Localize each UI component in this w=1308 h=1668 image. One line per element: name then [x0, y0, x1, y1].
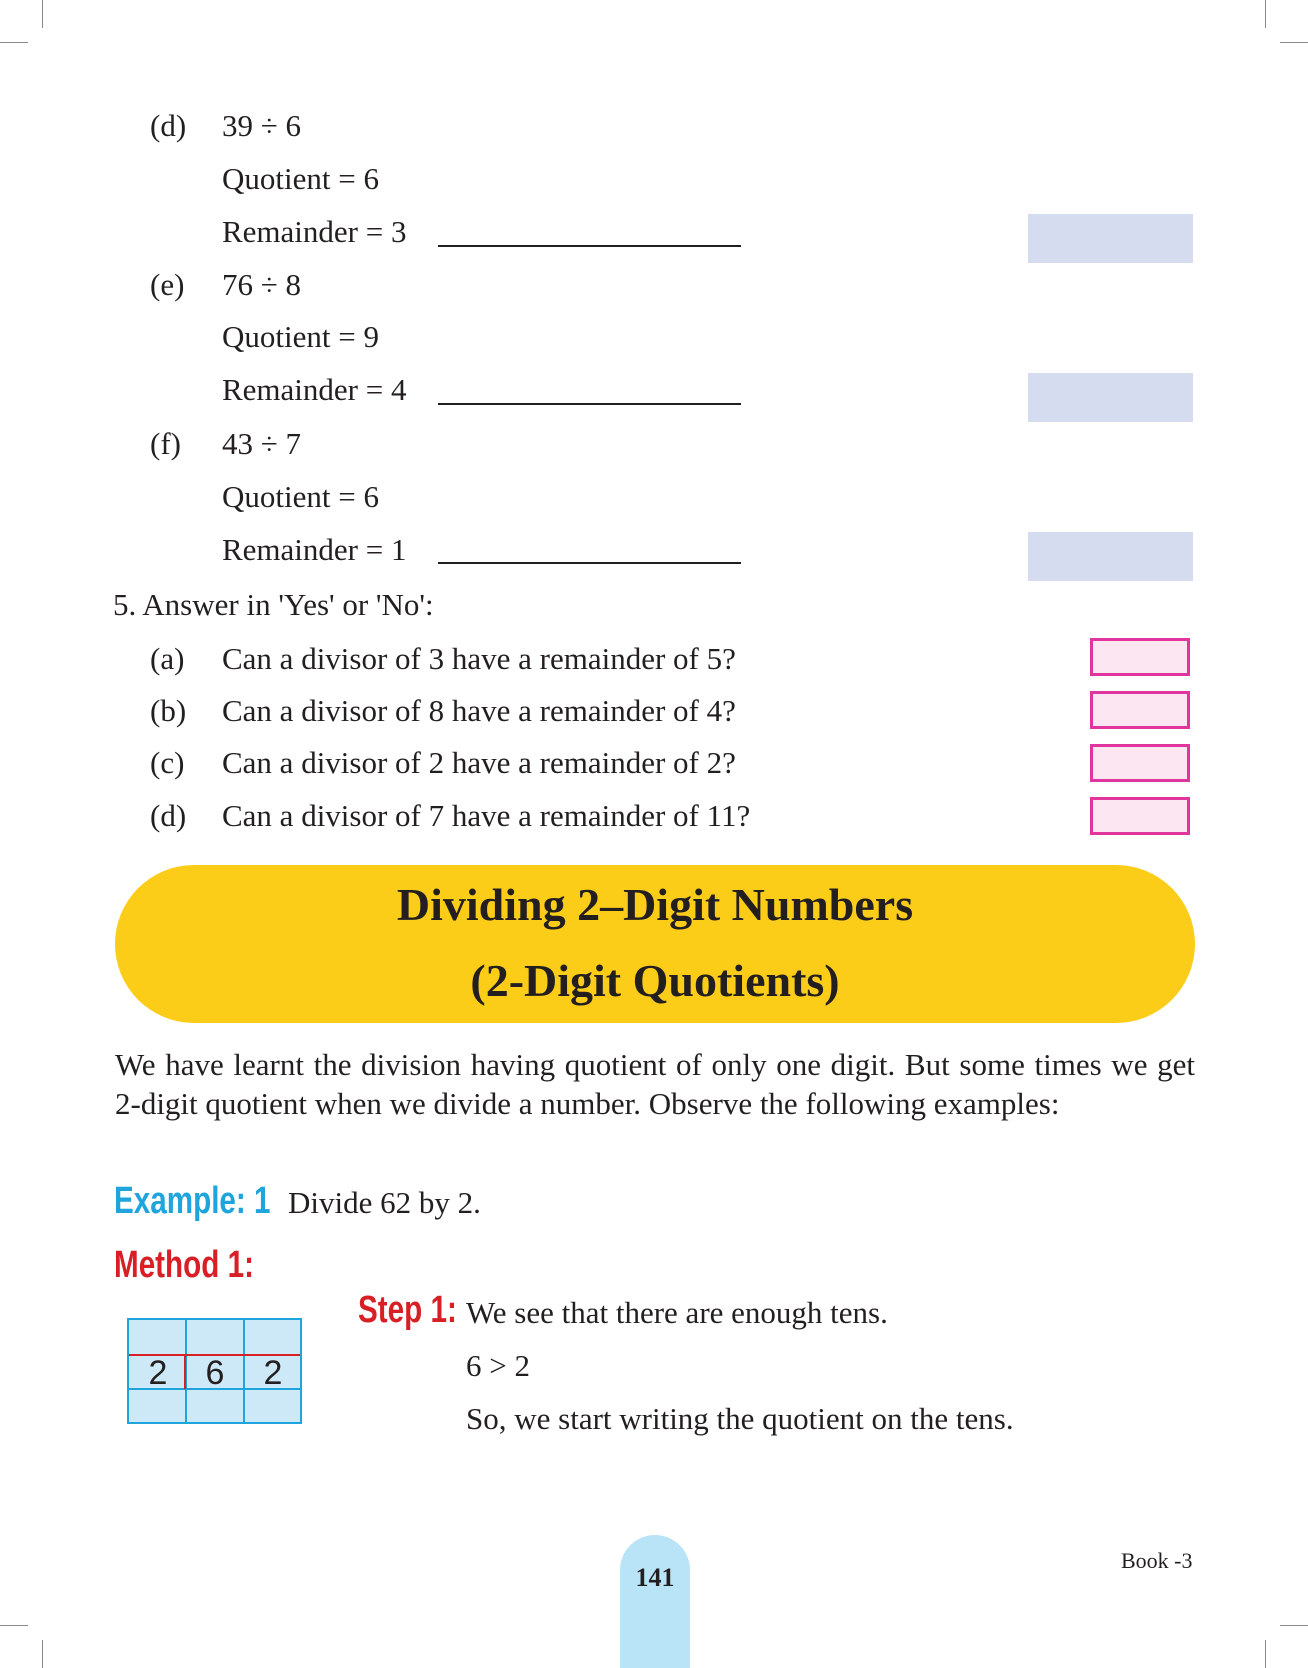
crop-mark: [42, 1640, 43, 1668]
item-label: (c): [150, 745, 185, 780]
crop-mark: [0, 1625, 28, 1626]
yes-no-answer-box[interactable]: [1090, 744, 1190, 782]
banner-title-line1: Dividing 2–Digit Numbers: [396, 879, 914, 930]
step-1-label: Step 1:: [358, 1289, 457, 1331]
division-expression: 76 ÷ 8: [222, 267, 302, 302]
page-number-tab: [620, 1535, 690, 1668]
crop-mark: [42, 0, 43, 28]
divisor-digit: 2: [148, 1354, 168, 1392]
crop-mark: [1265, 1640, 1266, 1668]
step-1-line3: So, we start writing the quotient on the tens.: [466, 1401, 1014, 1436]
answer-line[interactable]: [438, 562, 741, 564]
answer-box[interactable]: [1028, 214, 1193, 263]
item-label: (a): [150, 641, 185, 676]
quotient-text: Quotient = 9: [222, 319, 379, 354]
item-label: (b): [150, 693, 187, 728]
item-label: (e): [150, 267, 185, 302]
question-text: Can a divisor of 8 have a remainder of 4?: [222, 693, 736, 728]
yes-no-answer-box[interactable]: [1090, 797, 1190, 835]
division-grid: [127, 1318, 302, 1424]
division-expression: 43 ÷ 7: [222, 426, 302, 461]
crop-mark: [1280, 42, 1308, 43]
dividend-tens-digit: 6: [205, 1354, 225, 1392]
book-label: Book -3: [1121, 1548, 1193, 1573]
page-number: 141: [635, 1563, 675, 1592]
yes-no-answer-box[interactable]: [1090, 638, 1190, 676]
intro-paragraph: We have learnt the division having quotient of only one digit. But some times we get 2-digit quotient when we divide a number. Observe the following examples:: [115, 1047, 1195, 1121]
quotient-text: Quotient = 6: [222, 479, 379, 514]
crop-mark: [1265, 0, 1266, 28]
crop-mark: [1280, 1625, 1308, 1626]
remainder-text: Remainder = 1: [222, 532, 407, 567]
example-text: Divide 62 by 2.: [288, 1185, 481, 1220]
dividend-ones-digit: 2: [263, 1354, 283, 1392]
section-banner: [115, 865, 1195, 1023]
item-label: (d): [150, 798, 187, 833]
answer-line[interactable]: [438, 245, 741, 247]
question-text: Can a divisor of 7 have a remainder of 11?: [222, 798, 751, 833]
question-text: Can a divisor of 2 have a remainder of 2?: [222, 745, 736, 780]
item-label: (d): [150, 108, 187, 143]
crop-mark: [0, 42, 28, 43]
method-label: Method 1:: [114, 1244, 254, 1286]
answer-box[interactable]: [1028, 532, 1193, 581]
answer-box[interactable]: [1028, 373, 1193, 422]
division-expression: 39 ÷ 6: [222, 108, 302, 143]
quotient-text: Quotient = 6: [222, 161, 379, 196]
yes-no-answer-box[interactable]: [1090, 691, 1190, 729]
example-label: Example: 1: [114, 1180, 271, 1222]
answer-line[interactable]: [438, 403, 741, 405]
question-text: Can a divisor of 3 have a remainder of 5?: [222, 641, 736, 676]
item-label: (f): [150, 426, 181, 461]
remainder-text: Remainder = 4: [222, 372, 407, 407]
question-5-heading: 5. Answer in 'Yes' or 'No':: [113, 587, 434, 622]
step-1-line2: 6 > 2: [466, 1348, 530, 1383]
remainder-text: Remainder = 3: [222, 214, 407, 249]
step-1-line1: We see that there are enough tens.: [466, 1295, 888, 1330]
banner-title-line2: (2-Digit Quotients): [470, 955, 840, 1006]
